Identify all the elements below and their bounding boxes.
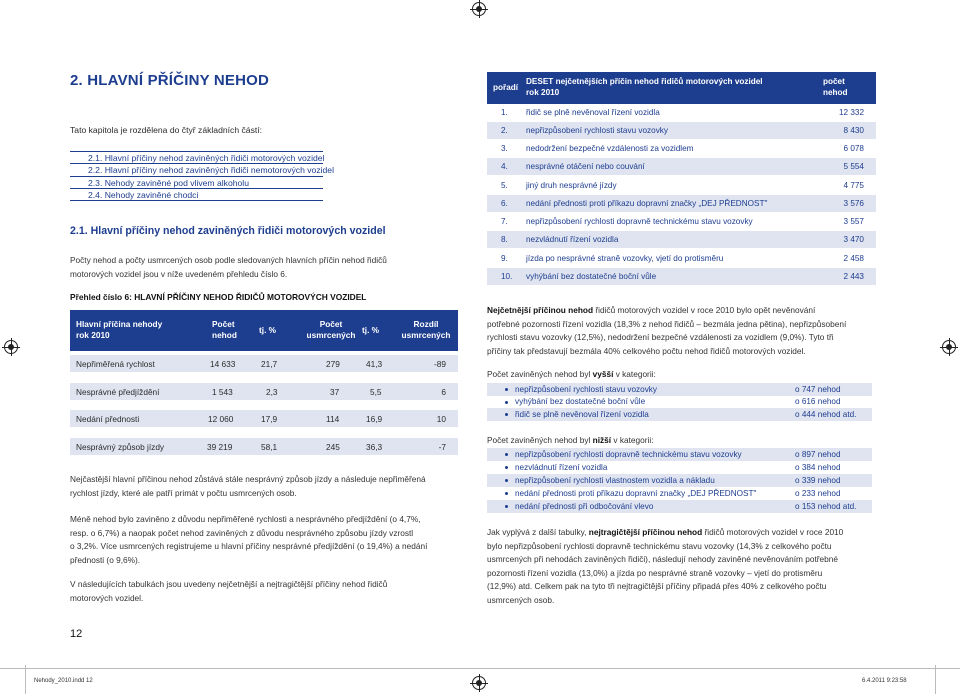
list-item: 10. vyhýbání bez dostatečné boční vůle 2 443 — [487, 268, 876, 285]
cell-cause: Nepřiměřená rychlost — [76, 359, 155, 369]
toc-item: 2.3. Nehody zaviněné pod vlivem alkoholu — [88, 177, 249, 188]
cell-kpct: 5,5 — [370, 387, 382, 397]
table-row — [70, 383, 458, 400]
paragraph-line: motorových vozidel. — [70, 592, 144, 603]
paragraph-line: usmrcených při nehodách zaviněných řidiči), následují nehody zaviněné nevěnováním potřebné — [487, 554, 838, 564]
causes-table-header — [70, 310, 458, 351]
list-item: 1. řidič se plně nevěnoval řízení vozidla 12 332 — [501, 108, 864, 117]
paragraph — [70, 578, 387, 605]
paragraph-line: usmrcených osob. — [487, 594, 555, 605]
top-ten-table-header — [487, 72, 876, 104]
header-cause: Hlavní příčina nehody rok 2010 — [76, 319, 163, 340]
cell-kpct: 36,3 — [366, 442, 383, 452]
cell-count: 14 633 — [210, 359, 236, 369]
cell-killed: 114 — [326, 414, 340, 424]
footer-file: Nehody_2010.indd 12 — [34, 678, 93, 684]
section-paragraph — [70, 254, 387, 281]
cell-kpct: 41,3 — [366, 359, 383, 369]
cell-cause: Nesprávný způsob jízdy — [76, 442, 165, 452]
footer-date: 6.4.2011 9:23:58 — [862, 678, 907, 684]
divider — [25, 665, 26, 694]
cell-pct: 2,3 — [266, 387, 278, 397]
cell-diff: 10 — [436, 414, 446, 424]
divider — [70, 176, 323, 177]
cell-count: 1 543 — [212, 387, 233, 397]
paragraph-line: Jak vyplývá z další tabulky, nejtragičtější příčinou nehod řidičů motorových vozidel v roce 2010 — [487, 527, 844, 537]
header-count: Počet nehod — [212, 319, 237, 340]
cell-pct: 17,9 — [261, 414, 278, 424]
list-item: 7. nepřizpůsobení rychlosti dopravně technickému stavu vozovky 3 557 — [501, 217, 864, 226]
paragraph-line: Nejčetnější příčinou nehod řidičů motorových vozidel v roce 2010 bylo opět nevěnování — [487, 305, 816, 315]
table-row — [70, 410, 458, 427]
lower-intro: Počet zaviněných nehod byl nižší v kategorii: — [487, 435, 654, 445]
cell-count: 12 060 — [208, 414, 234, 424]
paragraph-line: motorových vozidel jsou v níže uvedeném přehledu číslo 6. — [70, 268, 288, 279]
toc-item: 2.1. Hlavní příčiny nehod zaviněných řidiči motorových vozidel — [88, 153, 325, 163]
registration-mark-icon — [472, 676, 486, 690]
paragraph — [487, 304, 876, 358]
intro-text: Tato kapitola je rozdělena do čtyř základních částí: — [70, 125, 263, 135]
header-pct: tj. % — [259, 325, 277, 335]
paragraph-line: o 3,2%. Více usmrcených registrujeme u hlavní příčiny nesprávné předjíždění (o 19,4%) a nedání — [70, 541, 428, 551]
paragraph-line: příčiny tak představují bezmála 40% celkového počtu nehod řidičů motorových vozidel. — [487, 345, 806, 356]
paragraph — [70, 473, 426, 500]
paragraph-line: Nejčastější hlavní příčinou nehod zůstává stále nesprávný způsob jízdy a následuje nepřiměřená — [70, 474, 426, 484]
header-order: pořadí — [493, 83, 519, 92]
paragraph-line: rychlosti stavu vozovky (12,5%), nedodržení bezpečné vzdálenosti za vozidlem (9,0%). Tyto tři — [487, 332, 834, 342]
chapter-title: 2. HLAVNÍ PŘÍČINY NEHOD — [70, 72, 270, 89]
list-item: 9. jízda po nesprávné straně vozovky, vjetí do protisměru 2 458 — [501, 254, 864, 263]
list-item: nepřizpůsobení rychlosti stavu vozovky o 747 nehod — [487, 383, 872, 396]
paragraph-line: Počty nehod a počty usmrcených osob podle sledovaných hlavních příčin nehod řidičů — [70, 255, 387, 265]
toc-item: 2.4. Nehody zaviněné chodci — [88, 189, 199, 200]
paragraph-line: pozornosti řízení vozidla (13,0%) a jízda po nesprávné straně vozovky – vjetí do protisměru — [487, 567, 823, 578]
paragraph-line: V následujících tabulkách jsou uvedeny nejčetnější a nejtragičtější příčiny nehod řidičů — [70, 579, 388, 589]
list-item: nezvládnutí řízení vozidla o 384 nehod — [487, 461, 872, 474]
cell-pct: 21,7 — [261, 359, 278, 369]
list-item: nedání přednosti při odbočování vlevo o 153 nehod atd. — [487, 500, 872, 513]
paragraph — [487, 526, 876, 607]
registration-mark-icon — [472, 2, 486, 16]
registration-mark-icon — [4, 340, 18, 354]
list-item: 5. jiný druh nesprávné jízdy 4 775 — [501, 181, 864, 190]
divider — [70, 151, 323, 152]
divider — [0, 668, 960, 669]
header-killed: Počet usmrcených — [306, 319, 356, 340]
toc-item: 2.2. Hlavní příčiny nehod zaviněných řidiči nemotorových vozidel — [88, 165, 335, 176]
list-item: řidič se plně nevěnoval řízení vozidla o 444 nehod atd. — [487, 408, 872, 421]
section-title: 2.1. Hlavní příčiny nehod zaviněných řidiči motorových vozidel — [70, 225, 386, 237]
cell-diff: -7 — [438, 442, 446, 452]
paragraph — [70, 513, 427, 567]
paragraph-line: resp. o 6,7%) a naopak počet nehod zaviněných z důvodu nesprávného způsobu jízdy vzrostl — [70, 527, 414, 538]
table-row — [70, 355, 458, 372]
cell-pct: 58,1 — [261, 442, 278, 452]
list-item: nedání přednosti proti příkazu dopravní značky „DEJ PŘEDNOST" o 233 nehod — [487, 487, 872, 500]
header-count: počet nehod — [823, 77, 848, 97]
cell-killed: 37 — [330, 387, 340, 397]
list-item: vyhýbání bez dostatečné boční vůle o 616 nehod — [487, 396, 872, 409]
list-item: 3. nedodržení bezpečné vzdálenosti za vozidlem 6 078 — [501, 144, 864, 153]
cell-count: 39 219 — [207, 442, 233, 452]
cell-cause: Nesprávné předjíždění — [76, 387, 160, 397]
cell-diff: -89 — [434, 359, 446, 369]
overview-title: Přehled číslo 6: HLAVNÍ PŘÍČINY NEHOD ŘIDIČŮ MOTOROVÝCH VOZIDEL — [70, 292, 367, 302]
higher-intro: Počet zaviněných nehod byl vyšší v kategorii: — [487, 369, 656, 379]
cell-diff: 6 — [441, 387, 446, 397]
cell-cause: Nedání přednosti — [76, 414, 140, 424]
divider — [70, 163, 323, 164]
paragraph-line: přednosti (o 9,6%). — [70, 554, 141, 565]
list-item: 4. nesprávné otáčení nebo couvání 5 554 — [487, 158, 876, 175]
cell-killed: 279 — [326, 359, 340, 369]
header-kpct: tj. % — [362, 325, 380, 335]
list-item: nepřizpůsobení rychlosti vlastnostem vozidla a nákladu o 339 nehod — [487, 474, 872, 487]
list-item: 6. nedání přednosti proti příkazu dopravní značky „DEJ PŘEDNOST" 3 576 — [487, 195, 876, 212]
paragraph-line: potřebné pozornosti řízení vozidla (18,3% z nehod řidičů – bezmála jedna pětina), nepřizpůsobení — [487, 318, 847, 329]
paragraph-line: bylo nepřizpůsobení rychlosti dopravně technickému stavu vozovky (14,3% z celkového počtu — [487, 540, 832, 551]
paragraph-line: rychlost jízdy, které ale patří primát v počtu usmrcených osob. — [70, 487, 297, 498]
table-of-contents — [88, 152, 334, 201]
header-title: DESET nejčetnějších příčin nehod řidičů motorových vozidel rok 2010 — [526, 77, 763, 97]
cell-killed: 245 — [326, 442, 340, 452]
divider — [70, 188, 323, 189]
cell-kpct: 16,9 — [366, 414, 383, 424]
table-row — [70, 438, 458, 455]
divider — [70, 200, 323, 201]
paragraph-line: (12,9%) atd. Celkem pak na tyto tři nejtragičtější příčiny připadá přes 40% z celkového počtu — [487, 581, 827, 591]
list-item: 2. nepřizpůsobení rychlosti stavu vozovky 8 430 — [487, 122, 876, 139]
page-number: 12 — [70, 628, 83, 640]
divider — [935, 665, 936, 694]
header-diff: Rozdíl usmrcených — [401, 319, 451, 340]
registration-mark-icon — [942, 340, 956, 354]
list-item: nepřizpůsobení rychlosti dopravně technickému stavu vozovky o 897 nehod — [487, 448, 872, 461]
list-item: 8. nezvládnutí řízení vozidla 3 470 — [487, 231, 876, 248]
paragraph-line: Méně nehod bylo zaviněno z důvodu nepřiměřené rychlosti a nesprávného předjíždění (o 4,7%, — [70, 514, 421, 524]
